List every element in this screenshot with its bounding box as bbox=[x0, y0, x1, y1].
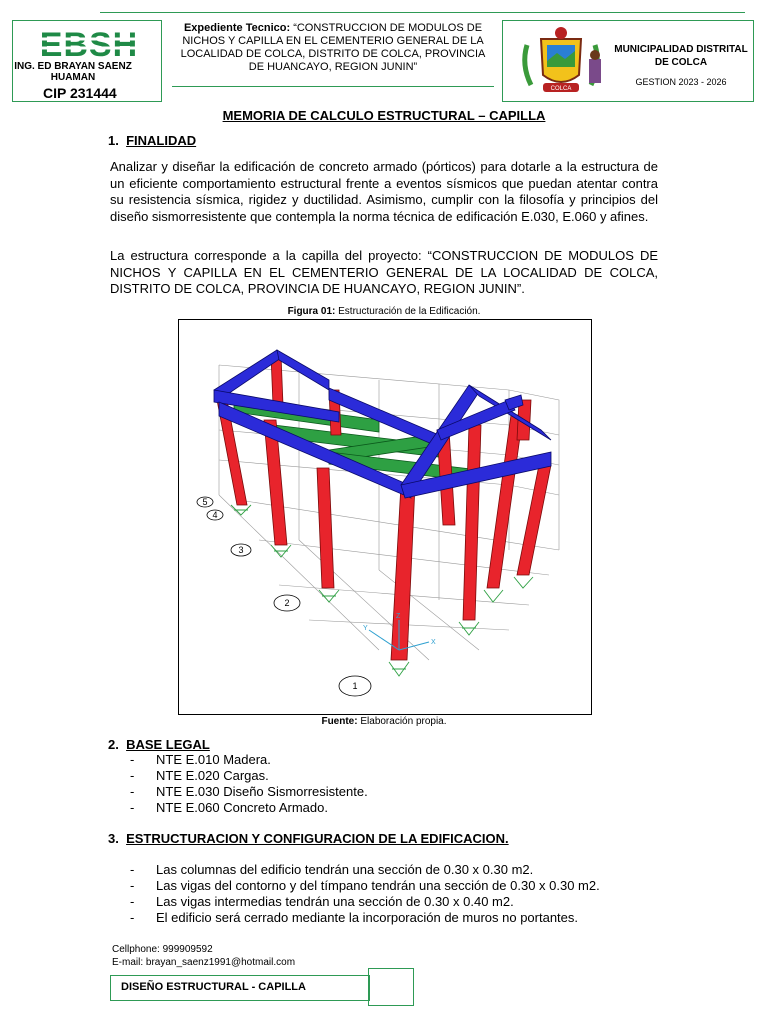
crest-label: COLCA bbox=[550, 86, 572, 92]
figure-source-text: Elaboración propia. bbox=[360, 716, 447, 727]
list-item: - NTE E.010 Madera. bbox=[130, 752, 271, 767]
figure-label: Figura 01: bbox=[287, 306, 336, 317]
engineer-name: ING. ED BRAYAN SAENZ HUAMAN bbox=[14, 61, 132, 83]
list-item: - Las vigas intermedias tendrán una sección de 0.30 x 0.40 m2. bbox=[130, 894, 514, 909]
footer-email: E-mail: brayan_saenz1991@hotmail.com bbox=[112, 957, 296, 968]
gestion-period: GESTION 2023 - 2026 bbox=[635, 77, 727, 87]
grid-label-3: 3 bbox=[238, 545, 244, 555]
municipality-crest-icon bbox=[513, 25, 609, 99]
ebsh-logo bbox=[25, 27, 153, 61]
expediente-text bbox=[172, 22, 494, 74]
engineer-logo-box bbox=[12, 20, 162, 102]
footer-decor-box bbox=[368, 968, 414, 1006]
footer-label: DISEÑO ESTRUCTURAL - CAPILLA bbox=[121, 981, 306, 993]
figure-caption-text: Estructuración de la Edificación. bbox=[338, 306, 481, 317]
list-item: - NTE E.020 Cargas. bbox=[130, 768, 269, 783]
figure-caption bbox=[0, 306, 768, 317]
finalidad-paragraph-1: Analizar y diseñar la edificación de concreto armado (pórticos) para dotarle a la estructura de un eficiente comportamiento estructural frente a eventos sísmicos que puedan atentar contra su resistencia sísmica, rigidez y ductilidad. Asimismo, cumplir con la filosofía y principios del diseño sismorresistente que contempla la norma técnica de edificación E.030, E.060 y afines. bbox=[110, 159, 658, 224]
finalidad-paragraph-2: La estructura corresponde a la capilla del proyecto: “CONSTRUCCION DE MODULOS DE NICHOS Y CAPILLA EN EL CEMENTERIO GENERAL DE LA LOCALIDAD DE COLCA, DISTRITO DE COLCA, PROVINCIA DE HUANCAYO, REGION JUNIN”. bbox=[110, 248, 658, 296]
expediente-box bbox=[172, 14, 494, 87]
estructuracion-list bbox=[130, 862, 600, 926]
figure-source bbox=[0, 716, 768, 727]
section-title: ESTRUCTURACION Y CONFIGURACION DE LA EDIFICACION. bbox=[126, 831, 509, 846]
axis-y-label: Y bbox=[363, 625, 368, 632]
axis-z-label: Z bbox=[396, 613, 401, 620]
section-title: FINALIDAD bbox=[126, 133, 197, 148]
grid-label-5: 5 bbox=[202, 497, 208, 507]
footer-label-box bbox=[110, 975, 370, 1001]
axis-x-label: X bbox=[431, 639, 436, 646]
list-item: - NTE E.060 Concreto Armado. bbox=[130, 800, 328, 815]
list-item: - Las columnas del edificio tendrán una sección de 0.30 x 0.30 m2. bbox=[130, 862, 534, 877]
grid-label-2: 2 bbox=[284, 598, 290, 608]
section-number: 2. bbox=[108, 737, 119, 752]
structure-3d-model bbox=[179, 320, 591, 714]
grid-label-4: 4 bbox=[212, 510, 218, 520]
section-title: BASE LEGAL bbox=[126, 737, 210, 752]
expediente-label: Expediente Tecnico: bbox=[183, 22, 291, 34]
section-number: 3. bbox=[108, 831, 119, 846]
municipality-name: MUNICIPALIDAD DISTRITAL DE COLCA bbox=[614, 44, 748, 68]
section-number: 1. bbox=[108, 133, 119, 148]
grid-label-1: 1 bbox=[352, 681, 358, 691]
section-heading-finalidad bbox=[108, 133, 196, 148]
section-heading-base-legal bbox=[108, 737, 210, 752]
ebsh-logo-text: EBSH bbox=[39, 27, 139, 61]
list-item: - NTE E.030 Diseño Sismorresistente. bbox=[130, 784, 368, 799]
structure-figure bbox=[178, 319, 592, 715]
municipality-box bbox=[502, 20, 754, 102]
header-top-line bbox=[100, 12, 745, 13]
list-item: - El edificio será cerrado mediante la incorporación de muros no portantes. bbox=[130, 910, 579, 925]
expediente-project: “CONSTRUCCION DE MODULOS DE NICHOS Y CAPILLA EN EL CEMENTERIO GENERAL DE LA LOCALIDAD DE COLCA, DISTRITO DE COLCA, PROVINCIA DE HUANCAYO, REGION JUNIN” bbox=[180, 22, 486, 73]
document-title: MEMORIA DE CALCULO ESTRUCTURAL – CAPILLA bbox=[222, 108, 546, 123]
section-heading-estructuracion bbox=[108, 831, 509, 846]
figure-source-label: Fuente: bbox=[321, 716, 358, 727]
list-item: - Las vigas del contorno y del tímpano tendrán una sección de 0.30 x 0.30 m2. bbox=[130, 878, 600, 893]
footer-cellphone: Cellphone: 999909592 bbox=[112, 944, 213, 955]
engineer-cip: CIP 231444 bbox=[43, 85, 117, 101]
base-legal-list bbox=[130, 752, 368, 816]
